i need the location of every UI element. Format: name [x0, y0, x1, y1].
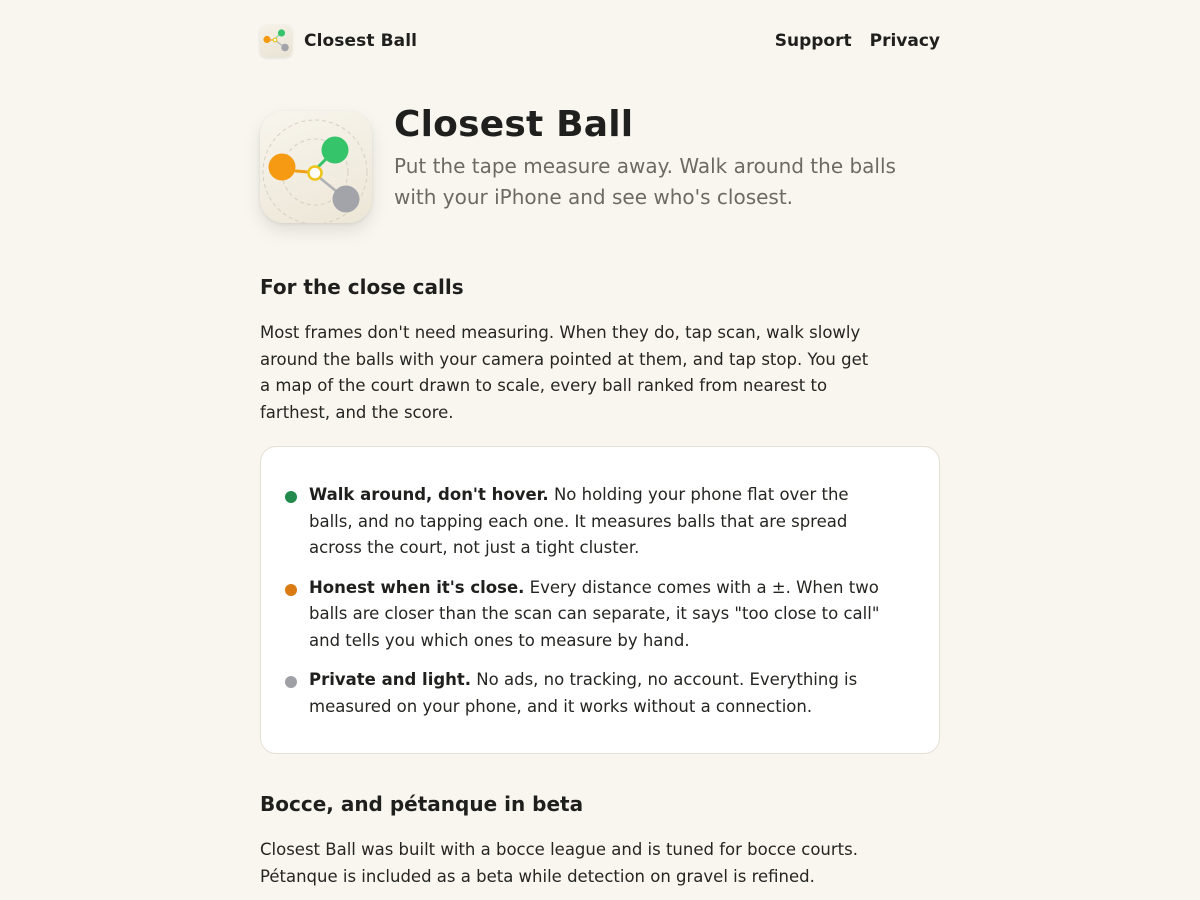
feature-item	[285, 667, 915, 720]
gray-dot-icon	[285, 676, 297, 688]
hero-text	[394, 104, 940, 213]
site-header	[260, 0, 940, 82]
brand-link[interactable]	[260, 25, 417, 57]
section-title-close-calls: For the close calls	[260, 275, 464, 299]
hero-tagline: Put the tape measure away. Walk around the balls with your iPhone and see who's closest.	[394, 154, 896, 209]
top-nav	[757, 31, 940, 51]
features-card	[260, 446, 940, 754]
feature-description: Every distance comes with a ±. When two balls are closer than the scan can separate, it says "too close to call" and tells you which ones to measure by hand.	[309, 577, 880, 650]
feature-text	[309, 575, 884, 655]
feature-item	[285, 482, 915, 562]
feature-title: Honest when it's close.	[309, 577, 525, 597]
feature-text	[309, 667, 884, 720]
page	[260, 0, 940, 890]
brand-name: Closest Ball	[304, 31, 418, 51]
closest-ball-app-icon	[260, 111, 372, 223]
nav-link-support[interactable]: Support	[774, 31, 852, 51]
section-title-bocce: Bocce, and pétanque in beta	[260, 792, 584, 816]
green-dot-icon	[285, 491, 297, 503]
hero	[260, 104, 940, 223]
orange-dot-icon	[285, 584, 297, 596]
feature-title: Private and light.	[309, 670, 472, 689]
nav-link-privacy[interactable]: Privacy	[869, 31, 940, 51]
feature-description: No holding your phone flat over the balls, and no tapping each one. It measures balls that are spread across the court, not just a tight cluster.	[309, 485, 849, 557]
feature-description: No ads, no tracking, no account. Everything is measured on your phone, and it works without a connection.	[309, 670, 858, 716]
feature-text	[309, 482, 884, 562]
page-title: Closest Ball	[394, 104, 634, 145]
section-body-close-calls: Most frames don't need measuring. When they do, tap scan, walk slowly around the balls with your camera pointed at them, and tap stop. You get a map of the court drawn to scale, every ball ranked from nearest to farthest, and the score.	[260, 323, 869, 422]
section-body-bocce: Closest Ball was built with a bocce league and is tuned for bocce courts. Pétanque is included as a beta while detection on gravel is refined.	[260, 840, 858, 886]
closest-ball-logo-icon	[260, 25, 292, 57]
feature-item	[285, 575, 915, 655]
feature-title: Walk around, don't hover.	[309, 485, 549, 504]
